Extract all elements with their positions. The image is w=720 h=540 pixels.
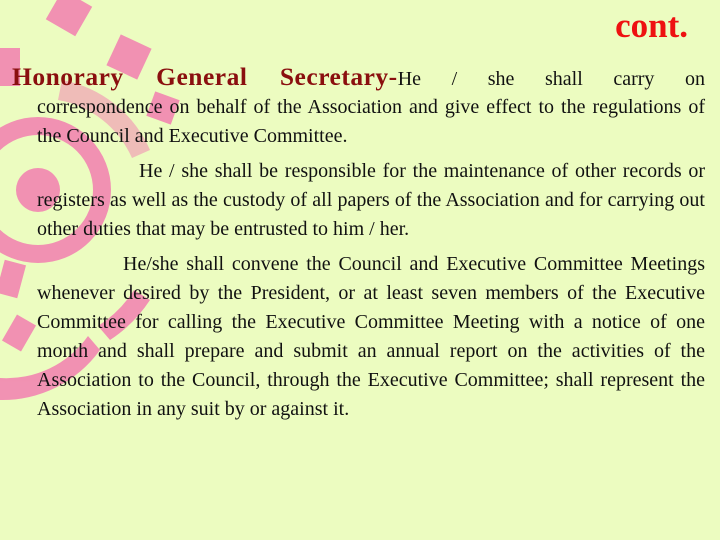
intro-text: He / she shall carry on bbox=[397, 68, 705, 90]
paragraph-3: He/she shall convene the Council and Executive Committee Meetings whenever desired by the President, or at least seven members of the Executive Committee for calling the Executive Committee Meeting with a notice of one month and shall prepare and submit an annual report on the activities of the Association to the Council, through the Executive Committee; shall represent the Association in any suit by or against it. bbox=[37, 253, 705, 420]
slide-content bbox=[12, 62, 705, 424]
paragraph-2: He / she shall be responsible for the maintenance of other records or registers as well as the custody of all papers of the Association and for carrying out other duties that may be entrusted to him / her. bbox=[37, 160, 705, 240]
role-heading: Honorary General Secretary- bbox=[12, 62, 398, 91]
paragraph-1-continuation: correspondence on behalf of the Association and give effect to the regulations of the Council and Executive Committee. bbox=[37, 96, 705, 147]
slide-title: cont. bbox=[615, 6, 688, 45]
first-line bbox=[12, 62, 705, 94]
